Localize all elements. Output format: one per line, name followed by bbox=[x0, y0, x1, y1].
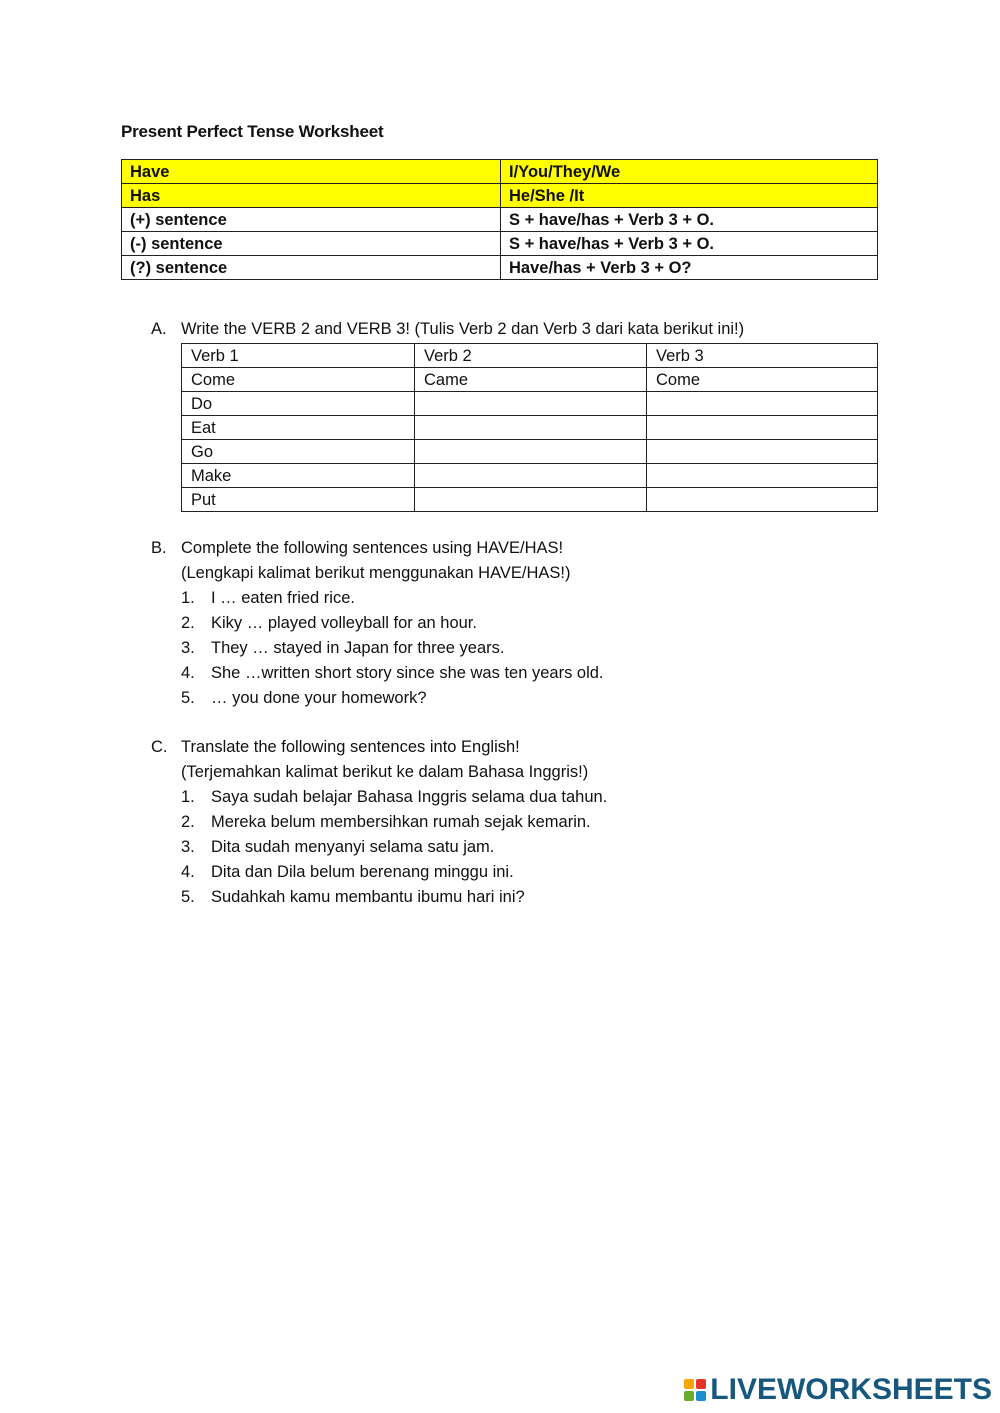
verb-2-answer-field[interactable] bbox=[415, 392, 647, 416]
section-c-heading bbox=[151, 735, 520, 760]
verb-2-answer-field[interactable] bbox=[415, 416, 647, 440]
item-number: 2. bbox=[181, 813, 195, 831]
item-text: Dita dan Dila belum berenang minggu ini. bbox=[211, 863, 514, 881]
grammar-formula: S + have/has + Verb 3 + O. bbox=[501, 208, 878, 232]
item-text: … you done your homework? bbox=[211, 689, 427, 707]
verb-table bbox=[181, 343, 878, 512]
verb-row bbox=[182, 368, 878, 392]
verb-2-answer-field[interactable] bbox=[415, 488, 647, 512]
verb-row bbox=[182, 440, 878, 464]
grammar-row bbox=[122, 184, 878, 208]
list-item bbox=[181, 860, 607, 885]
item-number: 1. bbox=[181, 788, 195, 806]
verb-1-cell: Make bbox=[182, 464, 415, 488]
item-text: Dita sudah menyanyi selama satu jam. bbox=[211, 838, 495, 856]
grammar-sentence-type: (?) sentence bbox=[122, 256, 501, 280]
grammar-sentence-type: (+) sentence bbox=[122, 208, 501, 232]
verb-2-answer-field[interactable] bbox=[415, 464, 647, 488]
logo-square bbox=[696, 1379, 706, 1389]
header-verb-1: Verb 1 bbox=[182, 344, 415, 368]
grammar-sentence-type: (-) sentence bbox=[122, 232, 501, 256]
item-number: 4. bbox=[181, 863, 195, 881]
item-number: 5. bbox=[181, 689, 195, 707]
section-a-instruction: Write the VERB 2 and VERB 3! (Tulis Verb 2 dan Verb 3 dari kata berikut ini!) bbox=[181, 320, 745, 338]
list-item bbox=[181, 835, 607, 860]
list-item bbox=[181, 661, 604, 686]
verb-3-answer-field[interactable] bbox=[647, 488, 878, 512]
grammar-formula: Have/has + Verb 3 + O? bbox=[501, 256, 878, 280]
logo-square bbox=[696, 1391, 706, 1401]
verb-table-header bbox=[182, 344, 878, 368]
verb-2-cell[interactable]: Came bbox=[415, 368, 647, 392]
logo-grid-icon bbox=[684, 1379, 706, 1401]
item-number: 3. bbox=[181, 838, 195, 856]
item-text: Mereka belum membersihkan rumah sejak kemarin. bbox=[211, 813, 591, 831]
grammar-row bbox=[122, 256, 878, 280]
verb-row bbox=[182, 464, 878, 488]
item-text: I … eaten fried rice. bbox=[211, 589, 355, 607]
verb-3-answer-field[interactable] bbox=[647, 416, 878, 440]
item-number: 2. bbox=[181, 614, 195, 632]
section-c-instruction: Translate the following sentences into English! bbox=[181, 738, 520, 756]
logo-square bbox=[684, 1391, 694, 1401]
list-item bbox=[181, 636, 604, 661]
list-item bbox=[181, 785, 607, 810]
item-number: 4. bbox=[181, 664, 195, 682]
section-c-list bbox=[181, 785, 607, 910]
section-b-list bbox=[181, 586, 604, 711]
grammar-subject-verb: Has bbox=[122, 184, 501, 208]
item-number: 3. bbox=[181, 639, 195, 657]
verb-1-cell: Go bbox=[182, 440, 415, 464]
section-letter: B. bbox=[151, 539, 167, 557]
item-text: They … stayed in Japan for three years. bbox=[211, 639, 505, 657]
section-letter: C. bbox=[151, 738, 168, 756]
verb-1-cell: Put bbox=[182, 488, 415, 512]
list-item bbox=[181, 586, 604, 611]
header-verb-3: Verb 3 bbox=[647, 344, 878, 368]
grammar-subject-verb: Have bbox=[122, 160, 501, 184]
grammar-pronouns: I/You/They/We bbox=[501, 160, 878, 184]
grammar-row bbox=[122, 232, 878, 256]
verb-3-cell[interactable]: Come bbox=[647, 368, 878, 392]
item-number: 1. bbox=[181, 589, 195, 607]
verb-3-answer-field[interactable] bbox=[647, 392, 878, 416]
section-a-heading bbox=[151, 317, 744, 342]
verb-3-answer-field[interactable] bbox=[647, 464, 878, 488]
verb-row bbox=[182, 392, 878, 416]
item-text: Kiky … played volleyball for an hour. bbox=[211, 614, 477, 632]
grammar-row bbox=[122, 208, 878, 232]
grammar-row bbox=[122, 160, 878, 184]
grammar-pronouns: He/She /It bbox=[501, 184, 878, 208]
item-text: Saya sudah belajar Bahasa Inggris selama dua tahun. bbox=[211, 788, 608, 806]
section-b-translation: (Lengkapi kalimat berikut menggunakan HAVE/HAS!) bbox=[181, 564, 571, 582]
list-item bbox=[181, 810, 607, 835]
section-letter: A. bbox=[151, 320, 167, 338]
verb-1-cell: Eat bbox=[182, 416, 415, 440]
grammar-formula: S + have/has + Verb 3 + O. bbox=[501, 232, 878, 256]
verb-1-cell: Come bbox=[182, 368, 415, 392]
logo-square bbox=[684, 1379, 694, 1389]
verb-3-answer-field[interactable] bbox=[647, 440, 878, 464]
item-number: 5. bbox=[181, 888, 195, 906]
section-b-instruction: Complete the following sentences using HAVE/HAS! bbox=[181, 539, 564, 557]
liveworksheets-logo[interactable] bbox=[684, 1373, 992, 1407]
verb-2-answer-field[interactable] bbox=[415, 440, 647, 464]
grammar-table bbox=[121, 159, 878, 280]
header-verb-2: Verb 2 bbox=[415, 344, 647, 368]
section-b-heading bbox=[151, 536, 563, 561]
verb-1-cell: Do bbox=[182, 392, 415, 416]
list-item bbox=[181, 686, 604, 711]
verb-row bbox=[182, 416, 878, 440]
verb-row bbox=[182, 488, 878, 512]
worksheet-title: Present Perfect Tense Worksheet bbox=[121, 122, 384, 141]
item-text: She …written short story since she was ten years old. bbox=[211, 664, 604, 682]
logo-wordmark: LIVEWORKSHEETS bbox=[710, 1373, 992, 1406]
list-item bbox=[181, 611, 604, 636]
item-text: Sudahkah kamu membantu ibumu hari ini? bbox=[211, 888, 525, 906]
list-item bbox=[181, 885, 607, 910]
section-c-translation: (Terjemahkan kalimat berikut ke dalam Bahasa Inggris!) bbox=[181, 763, 589, 781]
